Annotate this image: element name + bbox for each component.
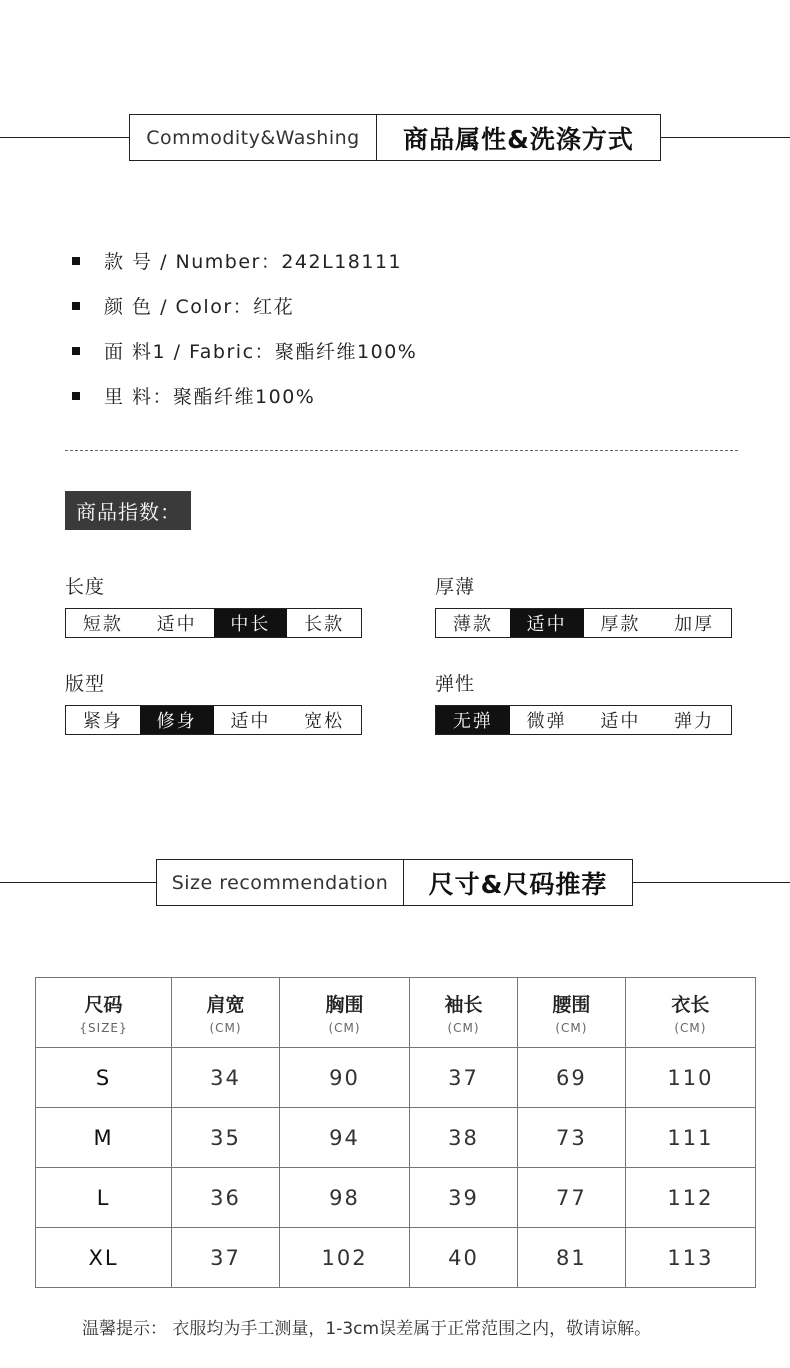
table-cell: 112 [625,1168,755,1228]
table-header-cell: 胸围 (CM) [279,978,409,1048]
section2-title-en: Size recommendation [157,860,404,905]
table-cell: 113 [625,1228,755,1288]
table-cell: XL [36,1228,172,1288]
table-cell: 38 [410,1108,518,1168]
dashed-divider [65,450,738,451]
table-cell: 94 [279,1108,409,1168]
section2-line-left [0,882,157,883]
section1-header [129,114,661,161]
attribute-item-fabric [72,328,417,373]
size-table [35,977,756,1288]
table-cell: 39 [410,1168,518,1228]
table-header-cell: 肩宽 (CM) [172,978,280,1048]
square-bullet-icon [72,302,80,310]
table-row [36,1168,756,1228]
table-cell: 69 [517,1048,625,1108]
table-cell: 35 [172,1108,280,1168]
section1-title-zh: 商品属性&洗涤方式 [403,124,634,154]
scale-option-active: 修身 [140,706,214,734]
scale-option: 微弹 [526,711,567,732]
scale-option: 长款 [304,614,345,635]
table-cell: 102 [279,1228,409,1288]
table-row [36,1048,756,1108]
attribute-item-color [72,283,417,328]
scale-option: 紧身 [82,711,123,732]
square-bullet-icon [72,392,80,400]
scale-label: 厚薄 [435,576,476,598]
table-cell: 36 [172,1168,280,1228]
attribute-text: 面 料1 / Fabric：聚酯纤维100% [104,341,418,363]
table-header-cell: 衣长 (CM) [625,978,755,1048]
table-cell: L [36,1168,172,1228]
table-cell: 81 [517,1228,625,1288]
scale-bar [435,608,732,638]
scale-bar [65,608,362,638]
attribute-text: 款 号 / Number：242L18111 [104,251,403,273]
attribute-item-number [72,238,417,283]
scale-length [65,572,362,638]
scale-option: 厚款 [600,614,641,635]
table-cell: S [36,1048,172,1108]
section2-header [156,859,633,906]
square-bullet-icon [72,347,80,355]
scale-label: 弹性 [435,673,476,695]
section1-line-left [0,137,130,138]
scale-option: 宽松 [304,711,345,732]
scale-label: 长度 [65,576,106,598]
attribute-text: 里 料：聚酯纤维100% [104,386,316,408]
scale-option: 弹力 [674,711,715,732]
section1-title-en: Commodity&Washing [130,115,377,160]
table-row [36,1228,756,1288]
table-cell: 34 [172,1048,280,1108]
table-header-cell: 腰围 (CM) [517,978,625,1048]
attribute-item-lining [72,373,417,418]
section2-title-zh: 尺寸&尺码推荐 [428,869,608,899]
attribute-list [72,238,417,418]
table-cell: 111 [625,1108,755,1168]
square-bullet-icon [72,257,80,265]
scale-option-active: 中长 [214,609,288,637]
table-cell: 40 [410,1228,518,1288]
attribute-text: 颜 色 / Color：红花 [104,296,295,318]
table-cell: 77 [517,1168,625,1228]
scale-bar [65,705,362,735]
scale-fit [65,669,362,735]
table-cell: 90 [279,1048,409,1108]
scale-option: 加厚 [674,614,715,635]
table-cell: 98 [279,1168,409,1228]
scale-label: 版型 [65,673,106,695]
section2-line-right [632,882,790,883]
scale-option: 短款 [82,614,123,635]
table-header-row [36,978,756,1048]
scale-option-active: 无弹 [436,706,510,734]
scale-thickness [435,572,732,638]
product-index-title: 商品指数： [65,491,191,530]
scale-option: 薄款 [452,614,493,635]
table-row [36,1108,756,1168]
table-cell: 73 [517,1108,625,1168]
measurement-note: 温馨提示： 衣服均为手工测量，1-3cm误差属于正常范围之内，敬请谅解。 [82,1319,652,1339]
scale-elasticity [435,669,732,735]
table-cell: M [36,1108,172,1168]
table-header-cell: 尺码 {SIZE} [36,978,172,1048]
scale-option: 适中 [156,614,197,635]
scale-option: 适中 [600,711,641,732]
scale-option-active: 适中 [510,609,584,637]
scale-option: 适中 [230,711,271,732]
section1-line-right [660,137,790,138]
table-cell: 37 [172,1228,280,1288]
table-cell: 110 [625,1048,755,1108]
scale-bar [435,705,732,735]
table-cell: 37 [410,1048,518,1108]
table-header-cell: 袖长 (CM) [410,978,518,1048]
